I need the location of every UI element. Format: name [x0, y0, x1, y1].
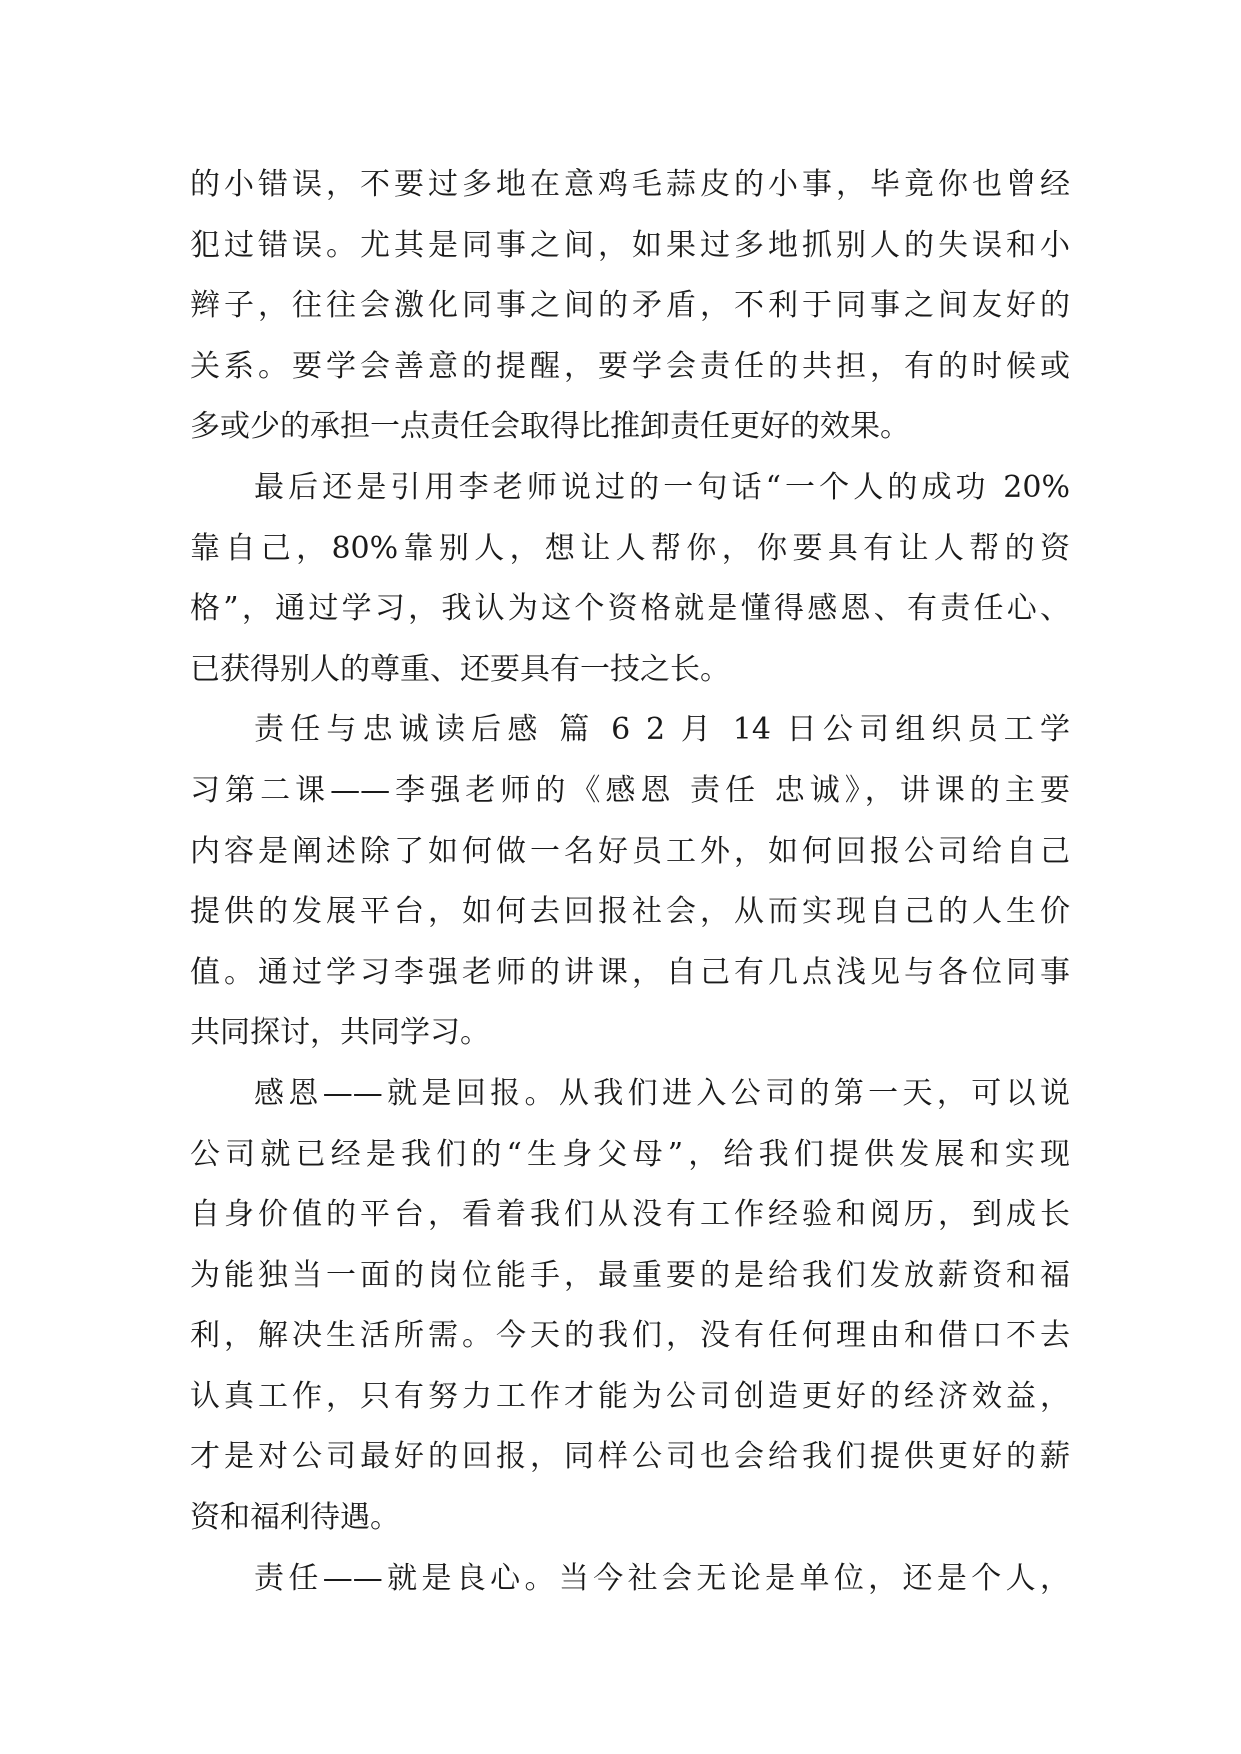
paragraph-first-line: 最后还是引用李老师说过的一句话“一个人的成功 20% [254, 469, 1070, 505]
text-line: 靠自己，80%靠别人，想让人帮你，你要具有让人帮的资 [190, 530, 1070, 566]
text-line: 自身价值的平台，看着我们从没有工作经验和阅历，到成长 [190, 1197, 1070, 1233]
text-line: 已获得别人的尊重、还要具有一技之长。 [190, 651, 730, 687]
body-text [190, 155, 1070, 1609]
text-line: 格”，通过学习，我认为这个资格就是懂得感恩、有责任心、 [190, 591, 1070, 627]
text-line: 利，解决生活所需。今天的我们，没有任何理由和借口不去 [190, 1318, 1070, 1354]
text-line: 资和福利待遇。 [190, 1500, 400, 1536]
text-line: 辫子，往往会激化同事之间的矛盾，不利于同事之间友好的 [190, 288, 1070, 324]
text-line: 内容是阐述除了如何做一名好员工外，如何回报公司给自己 [190, 833, 1070, 869]
section-heading-line: 责任与忠诚读后感 篇 6 2 月 14 日公司组织员工学 [254, 712, 1070, 748]
text-line: 习第二课——李强老师的《感恩 责任 忠诚》，讲课的主要 [190, 772, 1070, 808]
text-line: 值。通过学习李强老师的讲课，自己有几点浅见与各位同事 [190, 954, 1070, 990]
paragraph-first-line: 感恩——就是回报。从我们进入公司的第一天，可以说 [254, 1075, 1070, 1111]
text-line: 关系。要学会善意的提醒，要学会责任的共担，有的时候或 [190, 348, 1070, 384]
text-line: 提供的发展平台，如何去回报社会，从而实现自己的人生价 [190, 894, 1070, 930]
text-line: 为能独当一面的岗位能手，最重要的是给我们发放薪资和福 [190, 1257, 1070, 1293]
text-line: 认真工作，只有努力工作才能为公司创造更好的经济效益， [190, 1378, 1070, 1414]
text-line: 多或少的承担一点责任会取得比推卸责任更好的效果。 [190, 409, 910, 445]
paragraph-first-line: 责任——就是良心。当今社会无论是单位，还是个人， [254, 1560, 1070, 1596]
text-line: 公司就已经是我们的“生身父母”，给我们提供发展和实现 [190, 1136, 1070, 1172]
text-line: 犯过错误。尤其是同事之间，如果过多地抓别人的失误和小 [190, 227, 1070, 263]
text-line: 的小错误，不要过多地在意鸡毛蒜皮的小事，毕竟你也曾经 [190, 167, 1070, 202]
text-line: 才是对公司最好的回报，同样公司也会给我们提供更好的薪 [190, 1439, 1070, 1475]
text-line: 共同探讨，共同学习。 [190, 1015, 490, 1051]
